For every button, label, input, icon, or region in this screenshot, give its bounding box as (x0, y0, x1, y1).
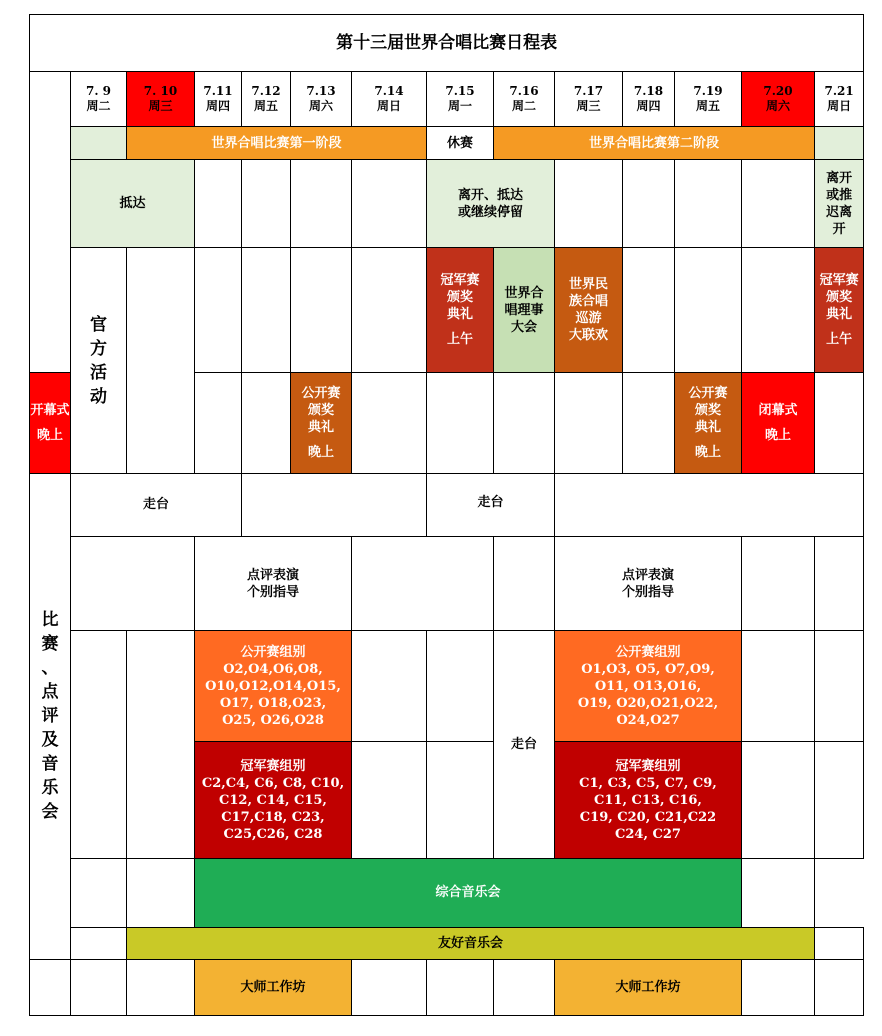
opening-ceremony: 开幕式 晚上 (30, 372, 71, 473)
day-0711: 7.11 周四 (195, 72, 242, 127)
empty-cell (242, 160, 291, 248)
empty-cell (352, 248, 427, 372)
empty-cell (71, 927, 127, 959)
empty-cell (623, 372, 675, 473)
empty-cell (352, 372, 427, 473)
empty-cell (675, 160, 742, 248)
empty-cell (242, 473, 427, 536)
day-0719: 7.19 周五 (675, 72, 742, 127)
masterclass-1: 大师工作坊 (195, 959, 352, 1015)
empty-cell (815, 742, 864, 858)
empty-cell (427, 631, 494, 742)
champion-category-groups-1: 冠军赛组别 C2,C4, C6, C8, C10, C12, C14, C15, C17,C18, C23, C25,C26, C28 (195, 742, 352, 858)
empty-cell (555, 372, 623, 473)
empty-cell (242, 372, 291, 473)
competition-section-label: 比 赛 、 点 评 及 音 乐 会 (30, 473, 71, 959)
council-assembly: 世界合 唱理事 大会 (494, 248, 555, 372)
evaluation-performance-1: 点评表演 个别指导 (195, 537, 352, 631)
day-0713: 7.13 周六 (291, 72, 352, 127)
empty-cell (815, 927, 864, 959)
date-header-row (30, 72, 864, 127)
empty-cell (291, 160, 352, 248)
phase-rest: 休赛 (427, 127, 494, 160)
phase-blank-start (71, 127, 127, 160)
empty-cell (127, 858, 195, 927)
empty-cell (742, 537, 815, 631)
empty-cell (815, 631, 864, 742)
stage-walk-3: 走台 (494, 631, 555, 858)
day-0709: 7. 9 周二 (71, 72, 127, 127)
closing-ceremony: 闭幕式 晚上 (742, 372, 815, 473)
day-0720: 7.20 周六 (742, 72, 815, 127)
champion-award-ceremony-1: 冠军赛 颁奖 典礼 上午 (427, 248, 494, 372)
open-award-ceremony-2: 公开赛 颁奖 典礼 晚上 (675, 372, 742, 473)
empty-cell (494, 537, 555, 631)
empty-cell (352, 537, 494, 631)
empty-cell (195, 160, 242, 248)
leave-arrive-cell: 离开、抵达 或继续停留 (427, 160, 555, 248)
arrival-cell: 抵达 (71, 160, 195, 248)
empty-cell (742, 248, 815, 372)
day-0714: 7.14 周日 (352, 72, 427, 127)
empty-cell (427, 959, 494, 1015)
leave-or-delay-cell: 离开 或推 迟离 开 (815, 160, 864, 248)
corner-cell (30, 72, 71, 373)
empty-cell (242, 248, 291, 372)
day-0717: 7.17 周三 (555, 72, 623, 127)
empty-cell (195, 248, 242, 372)
day-0712: 7.12 周五 (242, 72, 291, 127)
gala-concert: 综合音乐会 (195, 858, 742, 927)
evaluation-performance-2: 点评表演 个别指导 (555, 537, 742, 631)
empty-cell (742, 631, 815, 742)
empty-cell (494, 959, 555, 1015)
masterclass-2: 大师工作坊 (555, 959, 742, 1015)
empty-cell (742, 959, 815, 1015)
folk-choir-parade: 世界民 族合唱 巡游 大联欢 (555, 248, 623, 372)
empty-cell (623, 160, 675, 248)
open-category-groups-1: 公开赛组别 O2,O4,O6,O8, O10,O12,O14,O15, O17, O18,O23, O25, O26,O28 (195, 631, 352, 742)
schedule-title: 第十三届世界合唱比赛日程表 (30, 15, 864, 72)
empty-cell (127, 631, 195, 858)
champion-category-groups-2: 冠军赛组别 C1, C3, C5, C7, C9, C11, C13, C16, C19, C20, C21,C22 C24, C27 (555, 742, 742, 858)
open-award-ceremony-1: 公开赛 颁奖 典礼 晚上 (291, 372, 352, 473)
empty-cell (71, 537, 195, 631)
day-0721: 7.21 周日 (815, 72, 864, 127)
empty-cell (555, 473, 864, 536)
empty-cell (127, 959, 195, 1015)
empty-cell (623, 248, 675, 372)
empty-cell (352, 631, 427, 742)
official-activities-label: 官 方 活 动 (71, 248, 127, 473)
empty-cell (427, 742, 494, 858)
stage-walk-1: 走台 (71, 473, 242, 536)
empty-cell (427, 372, 494, 473)
empty-cell (352, 742, 427, 858)
empty-cell (291, 248, 352, 372)
phase-blank-end (815, 127, 864, 160)
empty-cell (742, 858, 815, 927)
empty-cell (742, 742, 815, 858)
empty-cell (30, 959, 71, 1015)
open-category-groups-2: 公开赛组别 O1,O3, O5, O7,O9, O11, O13,O16, O19, O20,O21,O22, O24,O27 (555, 631, 742, 742)
empty-cell (352, 160, 427, 248)
day-0718: 7.18 周四 (623, 72, 675, 127)
empty-cell (815, 537, 864, 631)
empty-cell (494, 372, 555, 473)
day-0716: 7.16 周二 (494, 72, 555, 127)
empty-cell (352, 959, 427, 1015)
champion-award-ceremony-2: 冠军赛 颁奖 典礼 上午 (815, 248, 864, 372)
empty-cell (815, 959, 864, 1015)
day-0710: 7. 10 周三 (127, 72, 195, 127)
empty-cell (71, 631, 127, 858)
empty-cell (195, 372, 242, 473)
empty-cell (742, 160, 815, 248)
empty-cell (71, 858, 127, 927)
phase-stage-1: 世界合唱比赛第一阶段 (127, 127, 427, 160)
empty-cell (127, 248, 195, 473)
stage-walk-2: 走台 (427, 473, 555, 536)
day-0715: 7.15 周一 (427, 72, 494, 127)
phase-stage-2: 世界合唱比赛第二阶段 (494, 127, 815, 160)
friendship-concert: 友好音乐会 (127, 927, 815, 959)
empty-cell (675, 248, 742, 372)
empty-cell (815, 372, 864, 473)
schedule-table (29, 14, 864, 1016)
empty-cell (555, 160, 623, 248)
empty-cell (71, 959, 127, 1015)
